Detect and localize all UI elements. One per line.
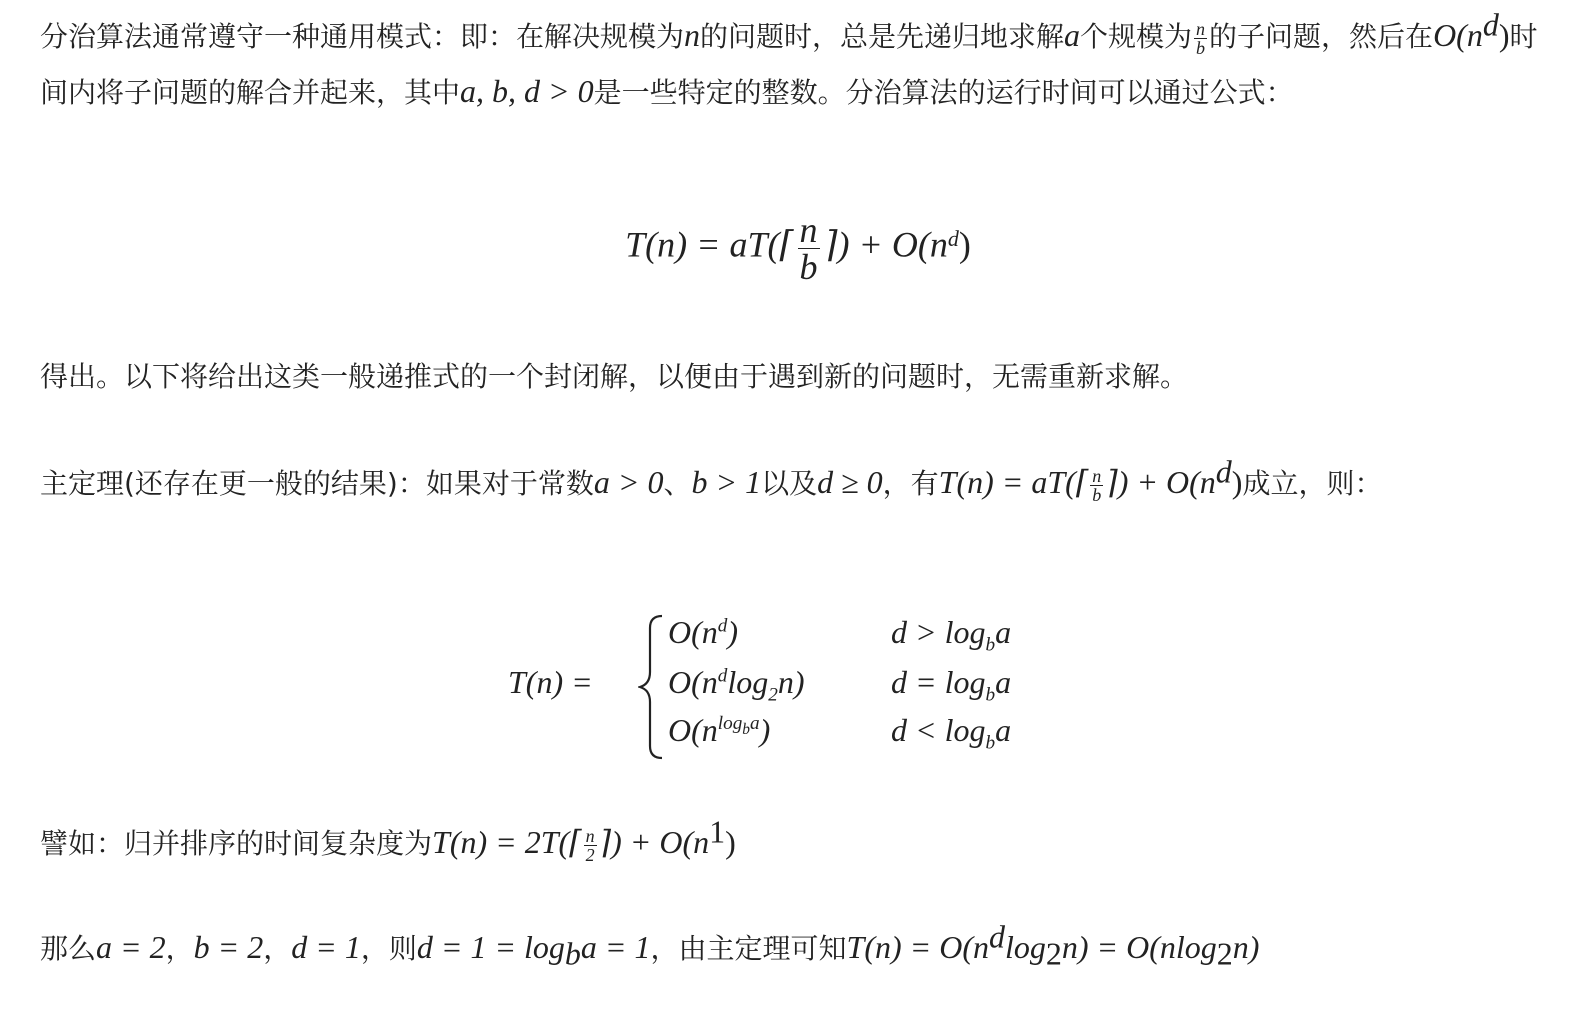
math: d = 1 = log [416, 929, 565, 965]
math-sup: d [1215, 453, 1232, 490]
formula-sup: d [947, 226, 959, 252]
conclusion-paragraph [40, 920, 1550, 976]
math-n: n [684, 17, 701, 53]
text: 、 [663, 467, 692, 500]
case-expr: O(n [668, 664, 718, 700]
math-paren: ) [1498, 17, 1510, 53]
math-sub: b [564, 935, 581, 972]
text: ， [263, 932, 292, 965]
case-expr: ) [759, 712, 771, 748]
text: ， [165, 932, 194, 965]
math-O: O(n [1433, 17, 1483, 53]
formula-lhs: T(n) = aT(⌈ [625, 224, 794, 265]
math-sub: 2 [1216, 935, 1233, 972]
case-cond: d > log [891, 614, 986, 650]
text: 以及 [761, 467, 818, 500]
case-expr: n) [777, 664, 805, 700]
text: 成立，则： [1242, 467, 1383, 500]
case-expr: log [727, 664, 769, 700]
case-expr: ) [727, 614, 739, 650]
text: 的子问题，然后在 [1209, 20, 1434, 53]
math: a = 1 [580, 929, 651, 965]
case-sup: d [717, 665, 728, 687]
case-row [668, 712, 1012, 754]
math-cond: b > 1 [691, 464, 762, 500]
math: log [1005, 929, 1046, 965]
math-sup-d: d [1482, 6, 1499, 43]
math-sup: d [989, 918, 1005, 955]
math-rhs: ⌉) + O(n [1105, 464, 1216, 500]
math-end: ) [1231, 464, 1243, 500]
text: 个规模为 [1080, 20, 1193, 53]
case-expr: O(n [668, 712, 718, 748]
denominator: b [1092, 484, 1102, 505]
case-cond: a [995, 712, 1012, 748]
closure-paragraph: 得出。以下将给出这类一般递推式的一个封闭解，以便由于遇到新的问题时，无需重新求解。 [40, 360, 1189, 393]
formula-rhs: ⌉) + O(n [823, 224, 948, 265]
math-vars: a, b, d > 0 [460, 73, 594, 109]
case-sub: b [742, 721, 750, 739]
math-lhs: T(n) = aT(⌈ [938, 464, 1089, 500]
math: d = 1 [291, 929, 361, 965]
math: n) = O(nlog [1061, 929, 1217, 965]
text: 分治算法通常遵守一种通用模式：即：在解决规模为 [40, 20, 685, 53]
case-sub: 2 [768, 684, 778, 706]
case-sup: log [717, 713, 743, 735]
text: 是一些特定的整数。分治算法的运行时间可以通过公式： [593, 76, 1294, 109]
fraction-n-over-b [798, 212, 820, 285]
math-cond: d ≥ 0 [817, 464, 883, 500]
math: a = 2 [96, 929, 166, 965]
case-row [668, 664, 1012, 706]
math-lhs: T(n) = 2T(⌈ [432, 824, 582, 860]
case-sub: b [985, 732, 996, 754]
math-cond: a > 0 [593, 464, 664, 500]
denominator: b [1196, 37, 1206, 58]
denominator: b [799, 247, 818, 287]
intro-paragraph [40, 8, 1550, 120]
case-sub: b [985, 684, 996, 706]
text: ，有 [882, 467, 939, 500]
numerator: n [1196, 18, 1206, 39]
math: b = 2 [193, 929, 264, 965]
fraction-n-over-b [1090, 467, 1103, 504]
case-sup: d [717, 615, 728, 637]
merge-sort-example [40, 815, 1550, 871]
fraction-n-over-2 [584, 827, 597, 864]
text: 譬如：归并排序的时间复杂度为 [40, 827, 433, 860]
master-theorem-paragraph [40, 455, 1550, 511]
math: n) [1232, 929, 1260, 965]
math-sup: 1 [709, 813, 726, 850]
text: 的问题时，总是先递归地求解 [700, 20, 1065, 53]
recurrence-formula [40, 212, 1556, 285]
math-end: ) [725, 824, 736, 860]
numerator: n [799, 210, 818, 250]
numerator: n [585, 825, 595, 846]
fraction-n-over-b [1194, 20, 1207, 57]
math: T(n) = O(n [846, 929, 989, 965]
text: 时间内将子问题的解合并起来，其中 [40, 20, 1538, 109]
cases-block [508, 612, 1128, 762]
math-a: a [1064, 17, 1081, 53]
math-rhs: ⌉) + O(n [598, 824, 710, 860]
case-expr: O(n [668, 614, 718, 650]
formula-end: ) [958, 224, 971, 265]
case-sup: a [749, 713, 760, 735]
numerator: n [1092, 465, 1102, 486]
case-cond: a [995, 614, 1012, 650]
text: 主定理(还存在更一般的结果)：如果对于常数 [40, 467, 594, 500]
math-sub: 2 [1045, 935, 1062, 972]
left-brace-icon [638, 612, 668, 762]
denominator: 2 [585, 844, 595, 865]
text: 那么 [40, 932, 97, 965]
text: ，由主定理可知 [650, 932, 847, 965]
text: ，则 [360, 932, 417, 965]
case-cond: d = log [891, 664, 986, 700]
case-cond: d < log [891, 712, 986, 748]
case-row [668, 614, 1012, 656]
cases-lhs: T(n) = [508, 664, 593, 700]
case-sub: b [985, 634, 996, 656]
case-cond: a [995, 664, 1012, 700]
